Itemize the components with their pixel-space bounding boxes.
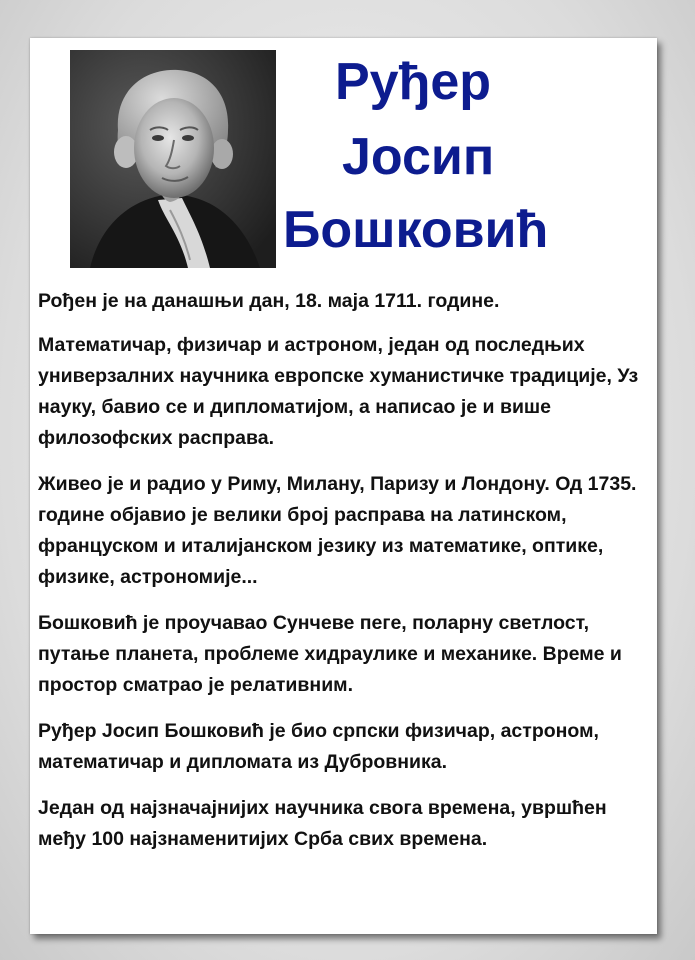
paragraph-birth: Рођен је на данашњи дан, 18. маја 1711. године. <box>38 290 500 312</box>
paragraph-research: Бошковић је проучавао Сунчеве пеге, поларну светлост, путање планета, проблеме хидраулике и механике. Време и простор сматрао је релативним. <box>38 612 622 696</box>
paragraph-work: Живео је и радио у Риму, Милану, Паризу и Лондону. Од 1735. године објавио је велики број расправа на латинском, француском и италијанском језику из математике, оптике, физике, астрономије... <box>38 473 637 588</box>
portrait-drawing <box>70 50 276 268</box>
paragraph-profession: Математичар, физичар и астроном, један од последњих универзалних научника европске хуманистичке традиције, Уз науку, бавио се и дипломатијом, а написао је и више филозофских расправа. <box>38 334 639 449</box>
title-line-3: Бошковић <box>283 201 549 259</box>
title-line-2: Јосип <box>342 128 495 186</box>
portrait-image <box>70 50 276 268</box>
poster-card <box>30 38 657 934</box>
biography-text <box>38 286 650 870</box>
paragraph-origin: Руђер Јосип Бошковић је био српски физичар, астроном, математичар и дипломата из Дубровника. <box>38 720 599 773</box>
paragraph-legacy: Један од најзначајнијих научника свога времена, увршћен међу 100 најзнаменитијих Срба свих времена. <box>38 797 607 850</box>
title-line-1: Руђер <box>335 53 492 111</box>
